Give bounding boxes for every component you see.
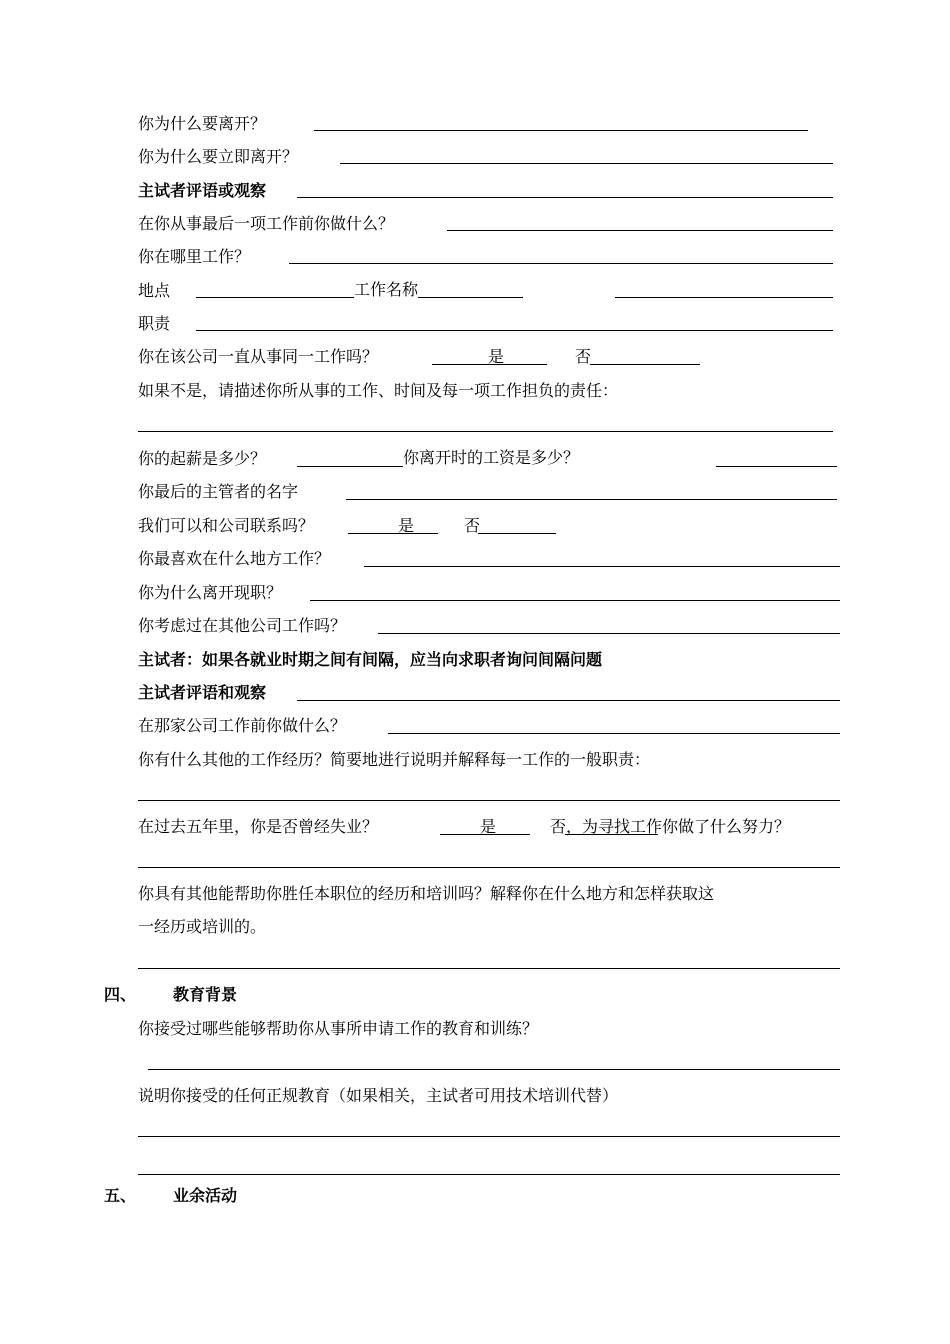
- edu-question-1: 你接受过哪些能够帮助你从事所申请工作的教育和训练？: [138, 1019, 539, 1038]
- answer-line-leave-salary[interactable]: [716, 466, 837, 467]
- option-no-contact[interactable]: 否: [464, 516, 481, 535]
- answer-line-before-last-job[interactable]: [447, 230, 833, 231]
- answer-line-if-not[interactable]: [138, 431, 833, 432]
- answer-line-interviewer-comment-2[interactable]: [297, 700, 840, 701]
- q-before-that-company: 在那家公司工作前你做什么？: [138, 716, 347, 735]
- interviewer-gap-note: 主试者：如果各就业时期之间有间隔，应当向求职者询问间隔问题: [138, 650, 603, 669]
- q-why-leave: 你为什么要离开？: [138, 114, 267, 133]
- interviewer-comment-label-2: 主试者评语和观察: [138, 683, 267, 702]
- q-unemployed: 在过去五年里，你是否曾经失业？: [138, 817, 379, 836]
- q-duties: 职责: [138, 314, 171, 333]
- answer-line-why-leave-now[interactable]: [340, 163, 833, 164]
- section-four-number: 四、: [104, 985, 137, 1004]
- answer-line-contact-yes[interactable]: [348, 533, 438, 534]
- q-favorite-place: 你最喜欢在什么地方工作？: [138, 549, 331, 568]
- q-other-training-line-2: 一经历或培训的。: [138, 917, 267, 936]
- answer-line-last-supervisor[interactable]: [346, 499, 837, 500]
- answer-line-where-work[interactable]: [289, 263, 833, 264]
- interviewer-comment-label-1: 主试者评语或观察: [138, 181, 267, 200]
- answer-line-why-leave-current[interactable]: [310, 600, 840, 601]
- q-why-leave-current: 你为什么离开现职？: [138, 583, 283, 602]
- answer-line-other-company[interactable]: [378, 633, 840, 634]
- answer-line-unemployed-effort[interactable]: [138, 867, 840, 868]
- answer-line-edu-2a[interactable]: [138, 1136, 840, 1137]
- q-same-job: 你在该公司一直从事同一工作吗？: [138, 347, 379, 366]
- q-other-training-line-1: 你具有其他能帮助你胜任本职位的经历和培训吗？解释你在什么地方和怎样获取这: [138, 884, 715, 903]
- q-where-work: 你在哪里工作？: [138, 247, 251, 266]
- answer-line-no-effort-underline: [565, 834, 658, 835]
- section-five-number: 五、: [104, 1186, 137, 1205]
- answer-line-edu-2b[interactable]: [138, 1174, 840, 1175]
- answer-line-duties[interactable]: [196, 330, 833, 331]
- q-leave-salary: 你离开时的工资是多少？: [403, 448, 580, 467]
- q-start-salary: 你的起薪是多少？: [138, 449, 267, 468]
- option-no[interactable]: 否: [575, 347, 592, 366]
- answer-line-interviewer-comment-1[interactable]: [297, 197, 833, 198]
- edu-question-2: 说明你接受的任何正规教育（如果相关，主试者可用技术培训代替）: [138, 1086, 619, 1105]
- section-five-title: 业余活动: [173, 1186, 238, 1205]
- answer-line-edu-1[interactable]: [148, 1069, 840, 1070]
- q-other-experience: 你有什么其他的工作经历？简要地进行说明并解释每一工作的一般职责：: [138, 750, 651, 769]
- q-if-not: 如果不是，请描述你所从事的工作、时间及每一项工作担负的责任：: [138, 381, 619, 400]
- answer-line-other-experience[interactable]: [138, 800, 840, 801]
- answer-line-same-job-no[interactable]: [590, 364, 700, 365]
- q-location: 地点: [138, 281, 171, 300]
- answer-line-favorite-place[interactable]: [364, 566, 840, 567]
- option-yes-contact[interactable]: 是: [398, 516, 415, 535]
- answer-line-other-training[interactable]: [138, 968, 840, 969]
- q-last-supervisor: 你最后的主管者的名字: [138, 482, 299, 501]
- answer-line-contact-no[interactable]: [478, 533, 556, 534]
- answer-line-job-title[interactable]: [615, 297, 833, 298]
- q-contact-company: 我们可以和公司联系吗？: [138, 516, 315, 535]
- q-no-effort: 否，为寻找工作你做了什么努力？: [550, 817, 791, 836]
- q-why-leave-now: 你为什么要立即离开？: [138, 147, 299, 166]
- q-job-title: 工作名称: [354, 280, 419, 299]
- section-four-title: 教育背景: [173, 985, 238, 1004]
- answer-line-why-leave[interactable]: [314, 130, 808, 131]
- option-yes-unemployed[interactable]: 是: [480, 817, 497, 836]
- q-before-last-job: 在你从事最后一项工作前你做什么？: [138, 214, 395, 233]
- option-yes[interactable]: 是: [488, 347, 505, 366]
- q-other-company: 你考虑过在其他公司工作吗？: [138, 616, 347, 635]
- answer-line-before-that-company[interactable]: [388, 733, 840, 734]
